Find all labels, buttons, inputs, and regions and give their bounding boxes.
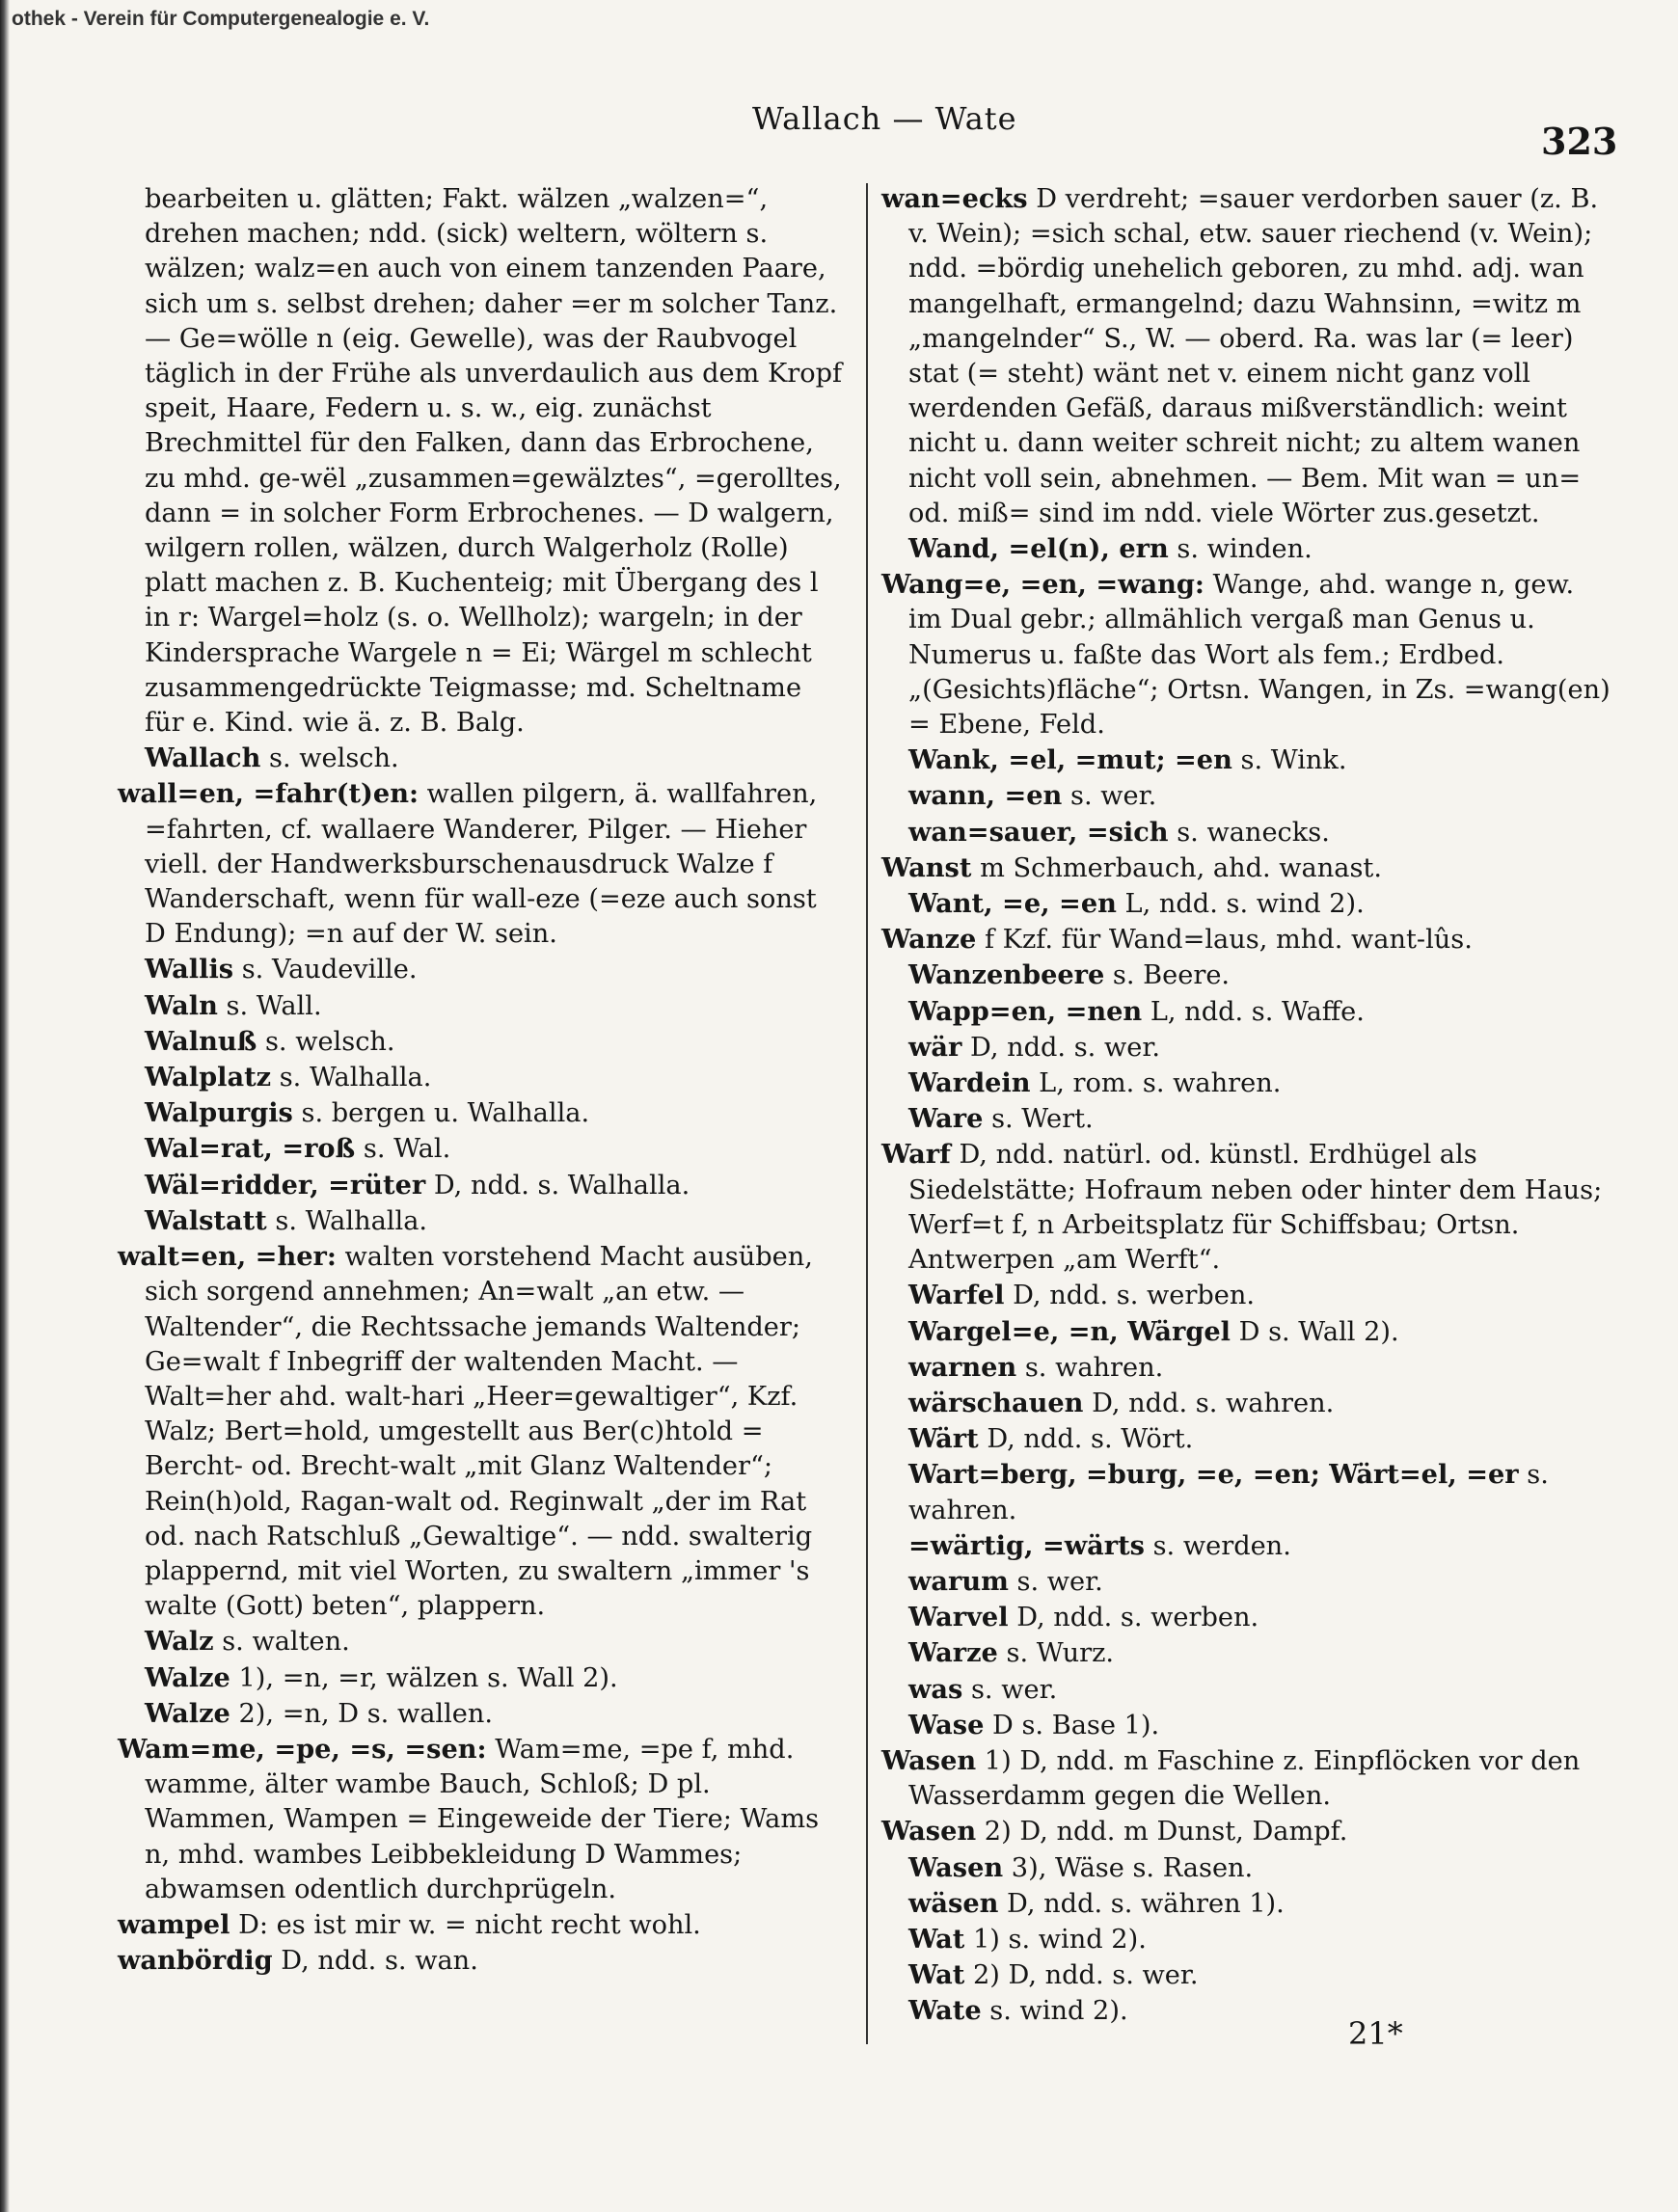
watermark: othek - Verein für Computergenealogie e. V. (12, 8, 430, 30)
dictionary-entry: wall=en, =fahr(t)en: wallen pilgern, ä. wallfahren, =fahrten, cf. wallaere Wanderer, Pilger. — Hieher viell. der Handwerksburschenausdruck Walze f Wanderschaft, wenn für wall-eze (=eze auch sonst D Endung); =n auf der W. sein. (118, 778, 818, 950)
dictionary-entry: wärschauen D, ndd. s. wahren. (908, 1387, 1335, 1418)
dictionary-entry: wäsen D, ndd. s. währen 1). (908, 1887, 1285, 1919)
dictionary-entry: was s. wer. (908, 1673, 1058, 1705)
dictionary-entry: warum s. wer. (908, 1565, 1103, 1597)
running-head: Wallach — Wate (752, 100, 1017, 137)
dictionary-entry: wär D, ndd. s. wer. (908, 1031, 1160, 1063)
dictionary-entry: Walze 2), =n, D s. wallen. (145, 1697, 494, 1729)
dictionary-entry: Wargel=e, =n, Wärgel D s. Wall 2). (908, 1315, 1399, 1347)
dictionary-entry: Want, =e, =en L, ndd. s. wind 2). (908, 888, 1365, 920)
dictionary-entry: wan=ecks D verdreht; =sauer verdorben sauer (z. B. v. Wein); =sich schal, etw. sauer riechend (v. Wein); ndd. =bördig unehelich geboren, zu mhd. adj. wan mangelhaft, ermangelnd; dazu Wahnsinn, =witz m „mangelnder“ S., W. — oberd. Ra. was lar (= leer) stat (= steht) wänt net v. einem nicht ganz voll werdenden Gefäß, daraus mißverständlich: weint nicht u. dann weiter schreit nicht; zu altem wanen nicht voll sein, abnehmen. — Bem. Mit wan = un= od. miß= sind im ndd. viele Wörter zus.gesetzt. (881, 183, 1599, 528)
dictionary-entry: warnen s. wahren. (908, 1351, 1164, 1383)
dictionary-entry: Wäl=ridder, =rüter D, ndd. s. Walhalla. (145, 1169, 690, 1200)
dictionary-entry: Wardein L, rom. s. wahren. (908, 1067, 1282, 1099)
dictionary-entry: Wal=rat, =roß s. Wal. (145, 1133, 451, 1165)
dictionary-entry: Wärt D, ndd. s. Wört. (908, 1423, 1194, 1455)
dictionary-entry: Walplatz s. Walhalla. (145, 1062, 432, 1093)
dictionary-entry: Wat 2) D, ndd. s. wer. (908, 1959, 1199, 1991)
dictionary-entry: Walz s. walten. (145, 1626, 350, 1658)
dictionary-entry: Wasen 2) D, ndd. m Dunst, Dampf. (881, 1816, 1348, 1848)
dictionary-entry: Waln s. Wall. (145, 989, 322, 1021)
right-column (876, 181, 1610, 2030)
dictionary-entry: Wapp=en, =nen L, ndd. s. Waffe. (908, 995, 1365, 1027)
signature-mark: 21* (1348, 2015, 1403, 2052)
dictionary-entry: Walpurgis s. bergen u. Walhalla. (145, 1097, 590, 1129)
dictionary-entry: wann, =en s. wer. (908, 780, 1157, 812)
dictionary-entry: walt=en, =her: walten vorstehend Macht ausüben, sich sorgend annehmen; An=walt „an etw. — Waltender“, die Rechtssache jemands Waltender; Ge=walt f Inbegriff der waltenden Macht. — Walt=her ahd. walt-hari „Heer=gewaltiger“, Kzf. Walz; Bert=hold, umgestellt aus Ber(c)htold = Bercht- od. Brecht-walt „mit Glanz Waltender“; Rein(h)old, Ragan-walt od. Reginwalt „der im Rat od. nach Ratschluß „Gewaltige“. — ndd. swalterig plappernd, mit viel Worten, zu swaltern „immer 's walte (Gott) beten“, plappern. (118, 1241, 813, 1622)
dictionary-entry: Wat 1) s. wind 2). (908, 1923, 1147, 1955)
dictionary-entry: wampel D: es ist mir w. = nicht recht wohl. (118, 1908, 701, 1940)
dictionary-entry: =wärtig, =wärts s. werden. (908, 1529, 1291, 1561)
dictionary-entry: Walstatt s. Walhalla. (145, 1204, 428, 1236)
dictionary-entry: Warf D, ndd. natürl. od. künstl. Erdhügel als Siedelstätte; Hofraum neben oder hinter dem Haus; Werf=t f, n Arbeitsplatz für Schiffsbau; Ortsn. Antwerpen „am Werft“. (881, 1139, 1603, 1276)
scan-edge (0, 0, 10, 2212)
dictionary-entry: bearbeiten u. glätten; Fakt. wälzen „walzen=“, drehen machen; ndd. (sick) weltern, wöltern s. wälzen; walz=en auch von einem tanzenden Paare, sich um s. selbst drehen; daher =er m solcher Tanz. — Ge=wölle n (eig. Gewelle), was der Raubvogel täglich in der Frühe als unverdaulich aus dem Kropf speit, Haare, Federn u. s. w., eig. zunächst Brechmittel für den Falken, dann das Erbrochene, zu mhd. ge-wël „zusammen=gewälztes“, =gerolltes, dann = in solcher Form Erbrochenes. — D walgern, wilgern rollen, wälzen, durch Walgerholz (Rolle) platt machen z. B. Kuchenteig; mit Übergang des l in r: Wargel=holz (s. o. Wellholz); wargeln; in der Kindersprache Wargele n = Ei; Wärgel m schlecht zusammengedrückte Teigmasse; md. Scheltname für e. Kind. wie ä. z. B. Balg. (145, 184, 843, 739)
dictionary-entry: Wanst m Schmerbauch, ahd. wanast. (881, 851, 1382, 883)
dictionary-entry: Wasen 1) D, ndd. m Faschine z. Einpflöcken vor den Wasserdamm gegen die Wellen. (881, 1744, 1581, 1812)
dictionary-entry: Ware s. Wert. (908, 1103, 1094, 1135)
dictionary-entry: Wang=e, =en, =wang: Wange, ahd. wange n, gew. im Dual gebr.; allmählich vergaß man Genus u. Numerus u. faßte das Wort als fem.; Erdbed. „(Gesichts)fläche“; Ortsn. Wangen, in Zs. =wang(en) = Ebene, Feld. (881, 569, 1610, 741)
dictionary-entry: Wase D s. Base 1). (908, 1709, 1160, 1740)
column-divider (866, 183, 868, 2044)
dictionary-entry: Wam=me, =pe, =s, =sen: Wam=me, =pe f, mhd. wamme, älter wambe Bauch, Schloß; D pl. Wammen, Wampen = Eingeweide der Tiere; Wams n, mhd. wambes Leibbekleidung D Wammes; abwamsen odentlich durchprügeln. (118, 1733, 820, 1904)
dictionary-entry: Wate s. wind 2). (908, 1995, 1128, 2027)
dictionary-entry: Warfel D, ndd. s. werben. (908, 1280, 1256, 1311)
dictionary-entry: Wank, =el, =mut; =en s. Wink. (908, 744, 1347, 776)
dictionary-entry: Wanze f Kzf. für Wand=laus, mhd. want-lûs. (881, 924, 1473, 956)
dictionary-entry: Wart=berg, =burg, =e, =en; Wärt=el, =er s. wahren. (908, 1459, 1549, 1525)
dictionary-entry: Walze 1), =n, =r, wälzen s. Wall 2). (145, 1661, 618, 1693)
dictionary-entry: Wanzenbeere s. Beere. (908, 959, 1231, 991)
dictionary-entry: Warze s. Wurz. (908, 1637, 1115, 1669)
dictionary-entry: Wand, =el(n), ern s. winden. (908, 533, 1313, 565)
dictionary-entry: wanbördig D, ndd. s. wan. (118, 1945, 478, 1977)
page-number: 323 (1541, 120, 1618, 163)
dictionary-entry: Walnuß s. welsch. (145, 1025, 395, 1057)
dictionary-entry: Wallis s. Vaudeville. (145, 954, 418, 985)
dictionary-entry: Wasen 3), Wäse s. Rasen. (908, 1851, 1254, 1883)
dictionary-entry: wan=sauer, =sich s. wanecks. (908, 816, 1330, 848)
dictionary-entry: Warvel D, ndd. s. werben. (908, 1602, 1259, 1633)
dictionary-entry: Wallach s. welsch. (145, 742, 399, 774)
left-column (118, 181, 843, 1979)
